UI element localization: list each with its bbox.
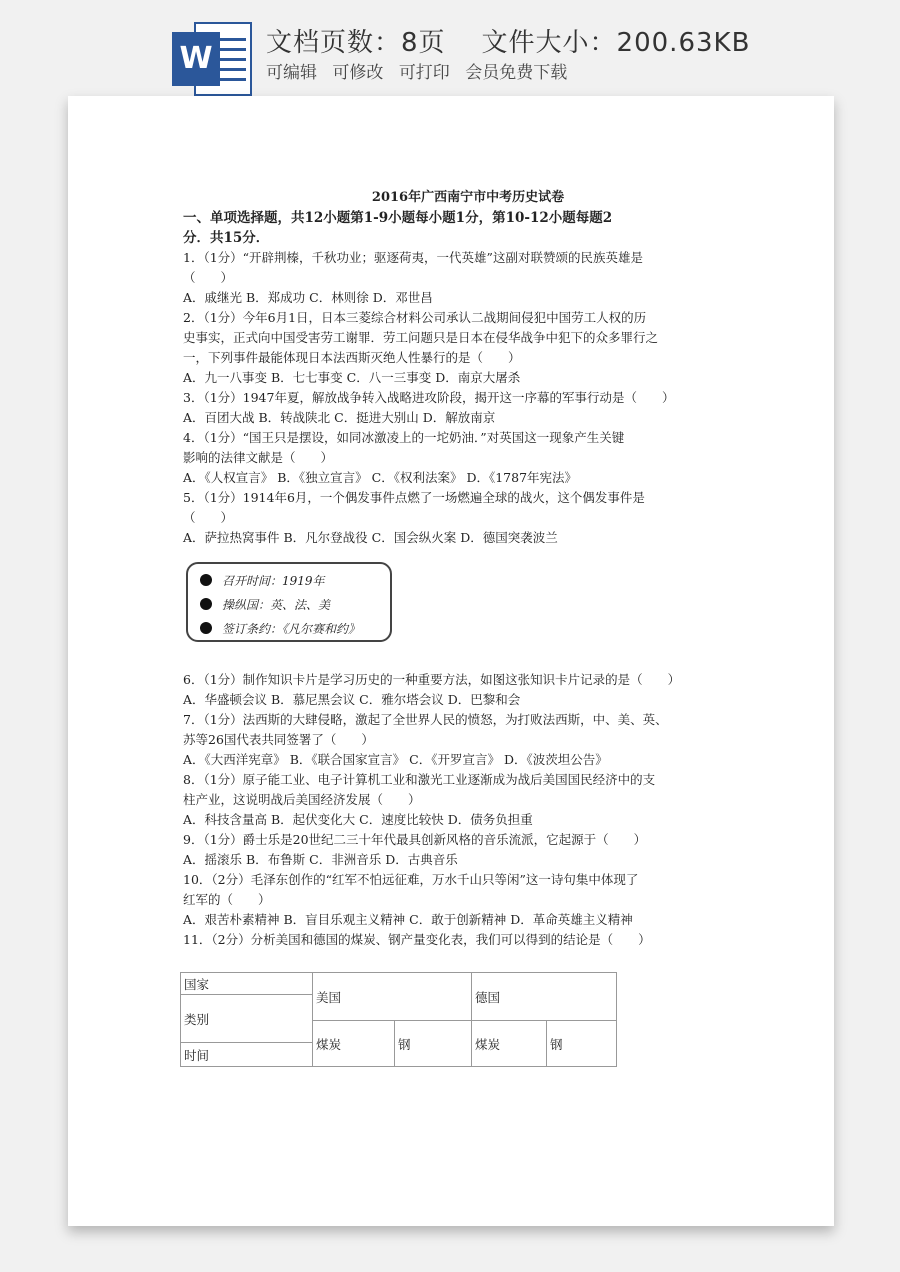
file-size: 文件大小：200.63KB (481, 28, 751, 58)
question-options: A．九一八事变 B．七七事变 C．八一三事变 D．南京大屠杀 (183, 370, 521, 385)
questions-1-5 (183, 248, 723, 548)
question-line: 影响的法律文献是（ ） (183, 450, 334, 465)
section-heading-cont: 分．共15分． (183, 230, 270, 246)
question-line: 2．（1分）今年6月1日，日本三菱综合材料公司承认二战期间侵犯中国劳工人权的历 (183, 310, 647, 325)
feature-printable: 可打印 (398, 63, 450, 83)
table-cell-country: 国家 (181, 973, 313, 995)
question-line: （ ） (183, 510, 234, 525)
question-line: 3．（1分）1947年夏，解放战争转入战略进攻阶段，揭开这一序幕的军事行动是（ ） (183, 390, 675, 405)
question-line: 柱产业，这说明战后美国经济发展（ ） (183, 792, 421, 807)
question-options: A．《大西洋宪章》 B．《联合国家宣言》 C．《开罗宣言》 D．《波茨坦公告》 (183, 752, 608, 767)
question-line: 1．（1分）“开辟荆榛，千秋功业；驱逐荷夷，一代英雄”这副对联赞颂的民族英雄是 (183, 250, 643, 265)
question-options: A．百团大战 B．转战陕北 C．挺进大别山 D．解放南京 (183, 410, 496, 425)
question-options: A．摇滚乐 B．布鲁斯 C．非洲音乐 D．古典音乐 (183, 852, 458, 867)
question-options: A．艰苦朴素精神 B．盲目乐观主义精神 C．敢于创新精神 D．革命英雄主义精神 (183, 912, 633, 927)
table-header-us: 美国 (313, 973, 472, 1021)
table-cell-category: 类别 (181, 995, 313, 1043)
table-header-de: 德国 (472, 973, 617, 1021)
question-options: A．《人权宣言》 B．《独立宣言》 C．《权利法案》 D．《1787年宪法》 (183, 470, 578, 485)
question-line: 5．（1分）1914年6月，一个偶发事件点燃了一场燃遍全球的战火，这个偶发事件是 (183, 490, 645, 505)
download-banner (0, 0, 900, 96)
bullet-icon (200, 598, 212, 610)
feature-editable: 可编辑 (266, 63, 317, 83)
question-line: 4．（1分）“国王只是摆设，如同冰激凌上的一坨奶油．”对英国这一现象产生关键 (183, 430, 625, 445)
question-options: A．戚继光 B．郑成功 C．林则徐 D．邓世昌 (183, 290, 433, 305)
word-document-icon (172, 22, 252, 96)
word-logo-letter: W (172, 32, 220, 86)
table-cell-us-coal: 煤炭 (313, 1021, 395, 1067)
question-line: 苏等26国代表共同签署了（ ） (183, 732, 374, 747)
card-row (200, 616, 390, 640)
question-line: （ ） (183, 270, 234, 285)
question-line: 红军的（ ） (183, 892, 271, 907)
feature-member-download[interactable]: 会员免费下载 (465, 63, 568, 83)
question-options: A．华盛顿会议 B．慕尼黑会议 C．雅尔塔会议 D．巴黎和会 (183, 692, 521, 707)
feature-modifiable: 可修改 (332, 63, 384, 83)
question-line: 10．（2分）毛泽东创作的“红军不怕远征难，万水千山只等闲”这一诗句集中体现了 (183, 872, 639, 887)
exam-title: 2016年广西南宁市中考历史试卷 (371, 190, 565, 205)
question-line: 6．（1分）制作知识卡片是学习历史的一种重要方法，如图这张知识卡片记录的是（ ） (183, 672, 681, 687)
card-text: 召开时间：1919年 (222, 573, 325, 588)
bullet-icon (200, 622, 212, 634)
table-cell-de-coal: 煤炭 (472, 1021, 547, 1067)
question-line: 史事实，正式向中国受害劳工谢罪．劳工问题只是日本在侵华战争中犯下的众多罪行之 (183, 330, 659, 345)
document-page (68, 96, 834, 1226)
question-line: 11．（2分）分析美国和德国的煤炭、钢产量变化表，我们可以得到的结论是（ ） (183, 932, 651, 947)
question-options: A．萨拉热窝事件 B．凡尔登战役 C．国会纵火案 D．德国突袭波兰 (183, 530, 558, 545)
question-line: 7．（1分）法西斯的大肆侵略，激起了全世界人民的愤怒，为打败法西斯，中、美、英、 (183, 712, 668, 727)
exam-content (183, 188, 723, 1067)
file-meta (266, 22, 786, 59)
production-table (180, 972, 617, 1067)
card-row (200, 592, 390, 616)
question-line: 8．（1分）原子能工业、电子计算机工业和激光工业逐渐成为战后美国国民经济中的支 (183, 772, 656, 787)
questions-6-11 (183, 670, 723, 950)
question-line: 一，下列事件最能体现日本法西斯灭绝人性暴行的是（ ） (183, 350, 521, 365)
question-line: 9．（1分）爵士乐是20世纪二三十年代最具创新风格的音乐流派，它起源于（ ） (183, 832, 647, 847)
feature-list (266, 58, 577, 83)
table-cell-time: 时间 (181, 1043, 313, 1067)
card-text: 操纵国：英、法、美 (222, 597, 331, 612)
knowledge-card (186, 562, 392, 642)
table-cell-de-steel: 钢 (547, 1021, 617, 1067)
card-row (200, 568, 390, 592)
section-heading: 一、单项选择题，共12小题第1-9小题每小题1分，第10-12小题每题2 (183, 210, 613, 226)
page-count: 文档页数：8页 (266, 28, 446, 58)
bullet-icon (200, 574, 212, 586)
question-options: A．科技含量高 B．起伏变化大 C．速度比较快 D．债务负担重 (183, 812, 533, 827)
card-text: 签订条约：《凡尔赛和约》 (222, 621, 361, 636)
table-cell-us-steel: 钢 (395, 1021, 472, 1067)
